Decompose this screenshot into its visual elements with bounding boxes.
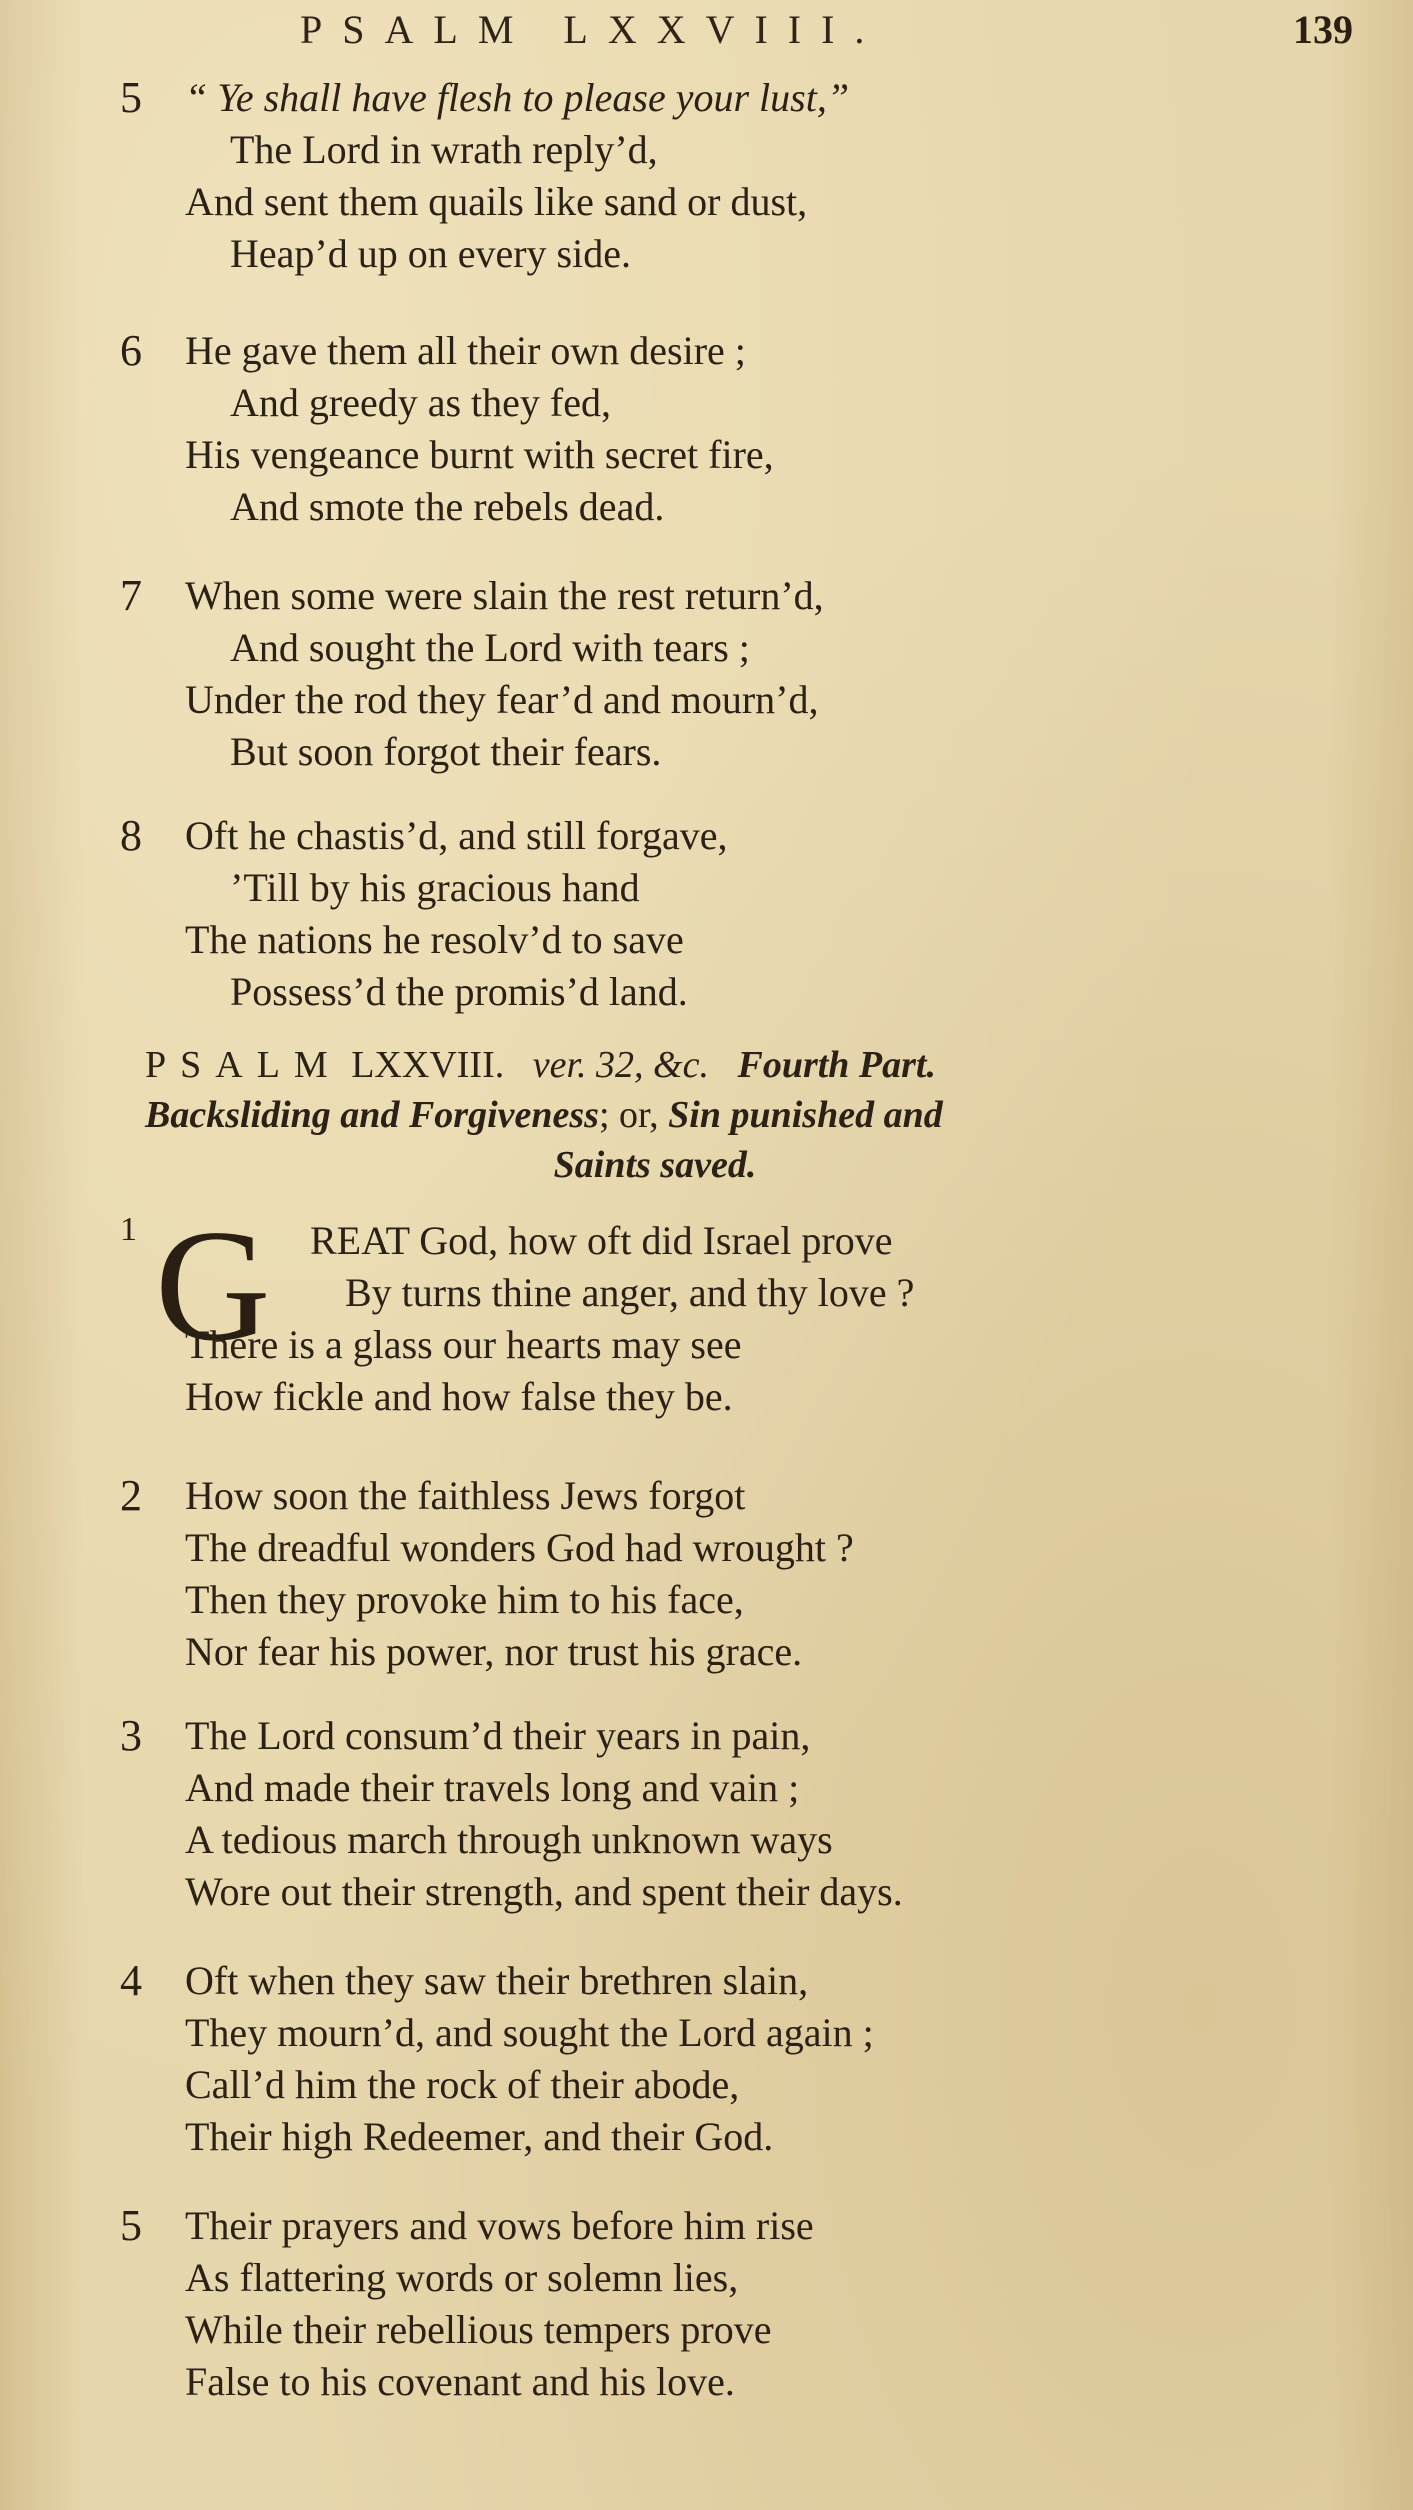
section-heading-line-2: [145, 1090, 1345, 1140]
verse-line: Then they provoke him to his face,: [185, 1577, 744, 1622]
psalm-number: LXXVIII.: [351, 1044, 505, 1086]
verse-line: And smote the rebels dead.: [230, 484, 665, 529]
stanza-1-part4: [120, 1211, 1360, 1423]
verse-line: “ Ye shall have flesh to please your lust,”: [185, 75, 850, 120]
stanza-number: 5: [120, 2201, 142, 2250]
subtitle-b: Sin punished and: [668, 1094, 943, 1136]
verse-line: Their high Redeemer, and their God.: [185, 2114, 774, 2159]
running-head-title: PSALM LXXVIII.: [300, 7, 885, 52]
verse-line: The Lord in wrath reply’d,: [230, 127, 658, 172]
verse-line: But soon forgot their fears.: [230, 729, 662, 774]
verse-line: Nor fear his power, nor trust his grace.: [185, 1629, 803, 1674]
verse-line: And greedy as they fed,: [230, 380, 611, 425]
stanza-number: 3: [120, 1711, 142, 1760]
verse-line: As flattering words or solemn lies,: [185, 2255, 739, 2300]
subtitle-a: Backsliding and Forgiveness: [145, 1094, 599, 1136]
verse-line: And sought the Lord with tears ;: [230, 625, 750, 670]
verse-line: While their rebellious tempers prove: [185, 2307, 772, 2352]
verse-line: The dreadful wonders God had wrought ?: [185, 1525, 854, 1570]
verse-line: ’Till by his gracious hand: [230, 865, 640, 910]
verse-line: There is a glass our hearts may see: [185, 1322, 742, 1367]
verse-line: Heap’d up on every side.: [230, 231, 631, 276]
verse-line: They mourn’d, and sought the Lord again ;: [185, 2010, 874, 2055]
page-number: 139: [1293, 7, 1353, 52]
verse-line: Under the rod they fear’d and mourn’d,: [185, 677, 819, 722]
section-heading: [145, 1040, 1345, 1190]
stanza-7-part3: [120, 570, 1360, 778]
verse-line: Call’d him the rock of their abode,: [185, 2062, 740, 2107]
verse-reference: ver. 32, &c.: [532, 1044, 709, 1086]
stanza-number: 8: [120, 811, 142, 860]
verse-line: How fickle and how false they be.: [185, 1374, 733, 1419]
verse-line: He gave them all their own desire ;: [185, 328, 746, 373]
psalm-label: PSALM: [145, 1044, 342, 1086]
stanza-number: 7: [120, 571, 142, 620]
verse-line: REAT God, how oft did Israel prove: [310, 1218, 893, 1263]
verse-line: The Lord consum’d their years in pain,: [185, 1713, 811, 1758]
verse-line: A tedious march through unknown ways: [185, 1817, 833, 1862]
verse-line: By turns thine anger, and thy love ?: [345, 1270, 915, 1315]
verse-line: How soon the faithless Jews forgot: [185, 1473, 746, 1518]
part-label: Fourth Part.: [737, 1044, 936, 1086]
section-heading-line-1: [145, 1040, 1345, 1090]
verse-line: His vengeance burnt with secret fire,: [185, 432, 774, 477]
stanza-8-part3: [120, 810, 1360, 1018]
stanza-3-part4: [120, 1710, 1360, 1918]
verse-line: Oft he chastis’d, and still forgave,: [185, 813, 728, 858]
subtitle-c: Saints saved.: [553, 1144, 757, 1186]
verse-line: Wore out their strength, and spent their days.: [185, 1869, 903, 1914]
stanza-6-part3: [120, 325, 1360, 533]
drop-cap: G: [155, 1196, 271, 1374]
stanza-2-part4: [120, 1470, 1360, 1678]
running-head: [300, 6, 1353, 66]
verse-line: When some were slain the rest return’d,: [185, 573, 824, 618]
verse-line: False to his covenant and his love.: [185, 2359, 735, 2404]
verse-line: And sent them quails like sand or dust,: [185, 179, 808, 224]
stanza-number: 5: [120, 73, 142, 122]
subtitle-connector: ; or,: [598, 1094, 659, 1136]
verse-line: Oft when they saw their brethren slain,: [185, 1958, 809, 2003]
stanza-number: 2: [120, 1471, 142, 1520]
stanza-4-part4: [120, 1955, 1360, 2163]
verse-line: Possess’d the promis’d land.: [230, 969, 688, 1014]
stanza-number: 1: [120, 1211, 137, 1248]
verse-line: And made their travels long and vain ;: [185, 1765, 800, 1810]
stanza-number: 4: [120, 1956, 142, 2005]
verse-line: The nations he resolv’d to save: [185, 917, 684, 962]
verse-line: Their prayers and vows before him rise: [185, 2203, 814, 2248]
stanza-5-part4: [120, 2200, 1360, 2408]
stanza-5-part3: [120, 72, 1360, 280]
stanza-number: 6: [120, 326, 142, 375]
